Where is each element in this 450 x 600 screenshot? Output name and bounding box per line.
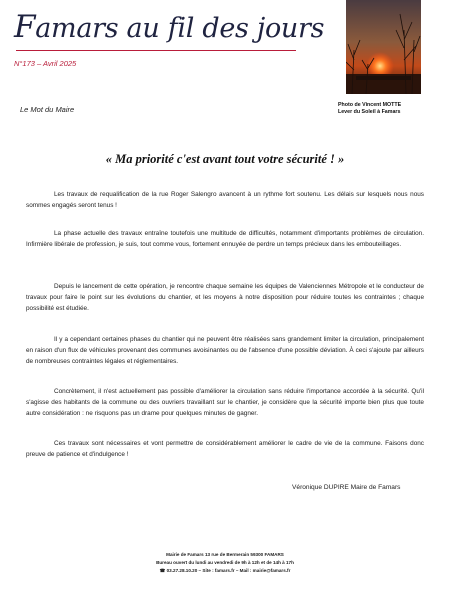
- photo-caption-credit: Photo de Vincent MOTTE: [338, 102, 402, 108]
- sunrise-photo: [346, 0, 421, 94]
- footer-contact: [0, 567, 450, 575]
- mayor-signature: Véronique DUPIRE Maire de Famars: [292, 484, 401, 491]
- photo-caption-title: Lever du Soleil à Famars: [338, 109, 401, 115]
- paragraph: Les travaux de requalification de la rue Roger Salengro avancent à un rythme fort soutenu. Les délais sur lesquels nous nous sommes engagés seront tenus !: [26, 191, 424, 210]
- footer-address: Mairie de Famars 13 rue de Bermerain 59300 FAMARS: [166, 552, 284, 557]
- masthead-title-cap: F: [14, 9, 36, 45]
- section-label: Le Mot du Maire: [20, 105, 75, 114]
- issue-number: N°173 – Avril 2025: [14, 59, 77, 68]
- footer-hours: Bureau ouvert du lundi au vendredi de 9h à 12h et de 14h à 17h: [156, 560, 294, 565]
- phone-icon: ☎: [159, 568, 167, 573]
- footer-contact-text: 03.27.28.10.20 – Site : famars.fr – Mail : mairie@famars.fr: [166, 568, 291, 573]
- paragraph: Concrètement, il n'est actuellement pas possible d'améliorer la circulation sans réduire l'importance accordée à la sécurité. Qu'il s'agisse des habitants de la commune ou des ouvriers travaillant sur le chantier, je considère que la sécurité importe bien plus que toute autre considération : ne risquons pas un drame pour quelques minutes de gagner.: [26, 388, 424, 418]
- paragraph: Depuis le lancement de cette opération, je rencontre chaque semaine les équipes de Valenciennes Métropole et le conducteur de travaux pour faire le point sur les évolutions du chantier, et les moyens à notre disposition pour réduire toutes les contraintes ; chaque possibilité est étudiée.: [26, 283, 424, 313]
- paragraph: Ces travaux sont nécessaires et vont permettre de considérablement améliorer le cadre de vie de la commune. Faisons donc preuve de patience et d'indulgence !: [26, 440, 424, 459]
- photo-caption: [338, 102, 428, 116]
- masthead-title-rest: amars au fil des jours: [35, 13, 325, 44]
- sunrise-photo-image: [346, 0, 421, 94]
- paragraph: Il y a cependant certaines phases du chantier qui ne peuvent être réalisées sans grandement limiter la circulation, principalement en raison d'un flux de véhicules provenant des communes avoisinantes ou de l'absence d'une possible déviation. À ceci s'ajoute par ailleurs de nombreuses contraintes légales et réglementaires.: [26, 336, 424, 366]
- masthead-rule: [16, 50, 296, 51]
- paragraph: La phase actuelle des travaux entraîne toutefois une multitude de difficultés, notamment d'importants problèmes de circulation. Infirmière libérale de profession, je suis, tout comme vous, fortement ennuyée de perdre un temps précieux dans les embouteillages.: [26, 230, 424, 249]
- page-headline: « Ma priorité c'est avant tout votre sécurité ! »: [105, 152, 345, 166]
- footer: [0, 551, 450, 575]
- masthead: [14, 9, 325, 68]
- masthead-title: [14, 9, 325, 45]
